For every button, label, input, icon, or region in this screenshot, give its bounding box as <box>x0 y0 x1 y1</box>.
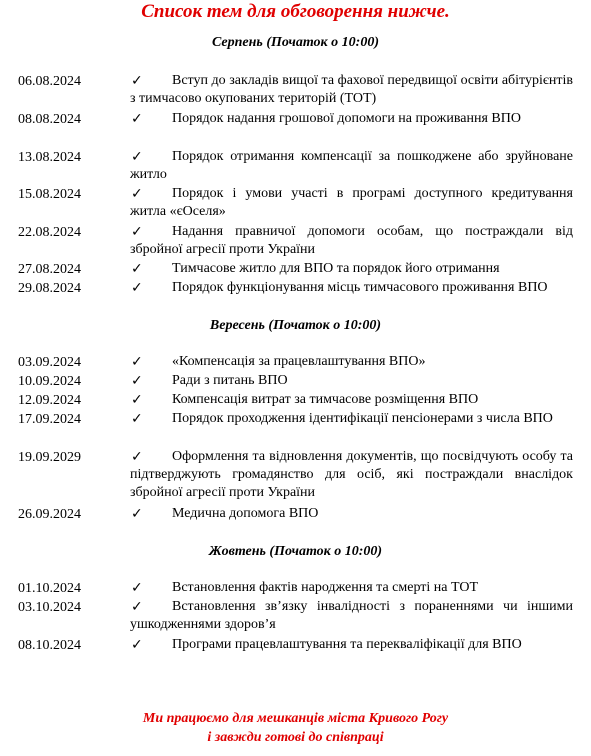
checkmark-icon: ✓ <box>131 224 143 240</box>
row-date: 27.08.2024 <box>18 262 81 277</box>
row-topic: Порядок і умови участі в програмі доступного кредитування житла «єОселя» <box>130 186 573 219</box>
row-date: 08.08.2024 <box>18 112 81 127</box>
page-title: Список тем для обговорення нижче. <box>141 1 450 22</box>
row-topic: Встановлення зв’язку інвалідності з пораненнями чи іншими ушкодженнями здоров’я <box>130 599 573 632</box>
row-date: 03.10.2024 <box>18 600 81 615</box>
row-topic: Компенсація витрат за тимчасове розміщення ВПО <box>172 392 479 407</box>
row-date: 13.08.2024 <box>18 150 81 165</box>
row-topic: Встановлення фактів народження та смерті на ТОТ <box>172 580 479 595</box>
row-date: 08.10.2024 <box>18 638 81 653</box>
row-date: 19.09.2029 <box>18 450 81 465</box>
checkmark-icon: ✓ <box>131 280 143 296</box>
month-heading-august: Серпень (Початок о 10:00) <box>212 35 379 50</box>
checkmark-icon: ✓ <box>131 411 143 427</box>
month-heading-september: Вересень (Початок о 10:00) <box>209 318 382 333</box>
row-date: 01.10.2024 <box>18 581 81 596</box>
row-topic: Порядок проходження ідентифікації пенсіонерами з числа ВПО <box>172 411 553 426</box>
row-date: 03.09.2024 <box>18 355 81 370</box>
row-date: 06.08.2024 <box>18 74 81 89</box>
row-topic: Ради з питань ВПО <box>172 373 288 388</box>
row-topic: Оформлення та відновлення документів, що посвідчують особу та підтверджують громадянство для осіб, які постраждали внаслідок збройної агресії проти України <box>130 449 573 500</box>
row-date: 26.09.2024 <box>18 507 81 522</box>
row-topic: «Компенсація за працевлаштування ВПО» <box>172 354 426 369</box>
row-date: 22.08.2024 <box>18 225 81 240</box>
checkmark-icon: ✓ <box>131 354 143 370</box>
checkmark-icon: ✓ <box>131 637 143 653</box>
row-topic: Порядок надання грошової допомоги на проживання ВПО <box>172 111 521 126</box>
checkmark-icon: ✓ <box>131 580 143 596</box>
month-heading-october: Жовтень (Початок о 10:00) <box>208 544 383 559</box>
checkmark-icon: ✓ <box>131 149 143 165</box>
checkmark-icon: ✓ <box>131 599 143 615</box>
row-topic: Медична допомога ВПО <box>172 506 319 521</box>
checkmark-icon: ✓ <box>131 73 143 89</box>
row-date: 29.08.2024 <box>18 281 81 296</box>
checkmark-icon: ✓ <box>131 111 143 127</box>
row-topic: Порядок отримання компенсації за пошкоджене або зруйноване житло <box>130 149 573 182</box>
checkmark-icon: ✓ <box>131 506 143 522</box>
row-date: 12.09.2024 <box>18 393 81 408</box>
checkmark-icon: ✓ <box>131 373 143 389</box>
row-date: 17.09.2024 <box>18 412 81 427</box>
row-topic: Надання правничої допомоги особам, що постраждали від збройної агресії проти України <box>130 224 573 257</box>
checkmark-icon: ✓ <box>131 186 143 202</box>
checkmark-icon: ✓ <box>131 392 143 408</box>
footer-line-1: Ми працюємо для мешканців міста Кривого Рогу <box>142 711 449 726</box>
footer-line-2: і завжди готові до співпраці <box>207 730 384 745</box>
row-topic: Вступ до закладів вищої та фахової передвищої освіти абітурієнтів з тимчасово окупованих територій (ТОТ) <box>130 73 573 106</box>
checkmark-icon: ✓ <box>131 449 143 465</box>
row-date: 10.09.2024 <box>18 374 81 389</box>
row-topic: Тимчасове житло для ВПО та порядок його отримання <box>172 261 500 276</box>
row-date: 15.08.2024 <box>18 187 81 202</box>
row-topic: Програми працевлаштування та перекваліфікації для ВПО <box>172 637 522 652</box>
checkmark-icon: ✓ <box>131 261 143 277</box>
row-topic: Порядок функціонування місць тимчасового проживання ВПО <box>172 280 548 295</box>
